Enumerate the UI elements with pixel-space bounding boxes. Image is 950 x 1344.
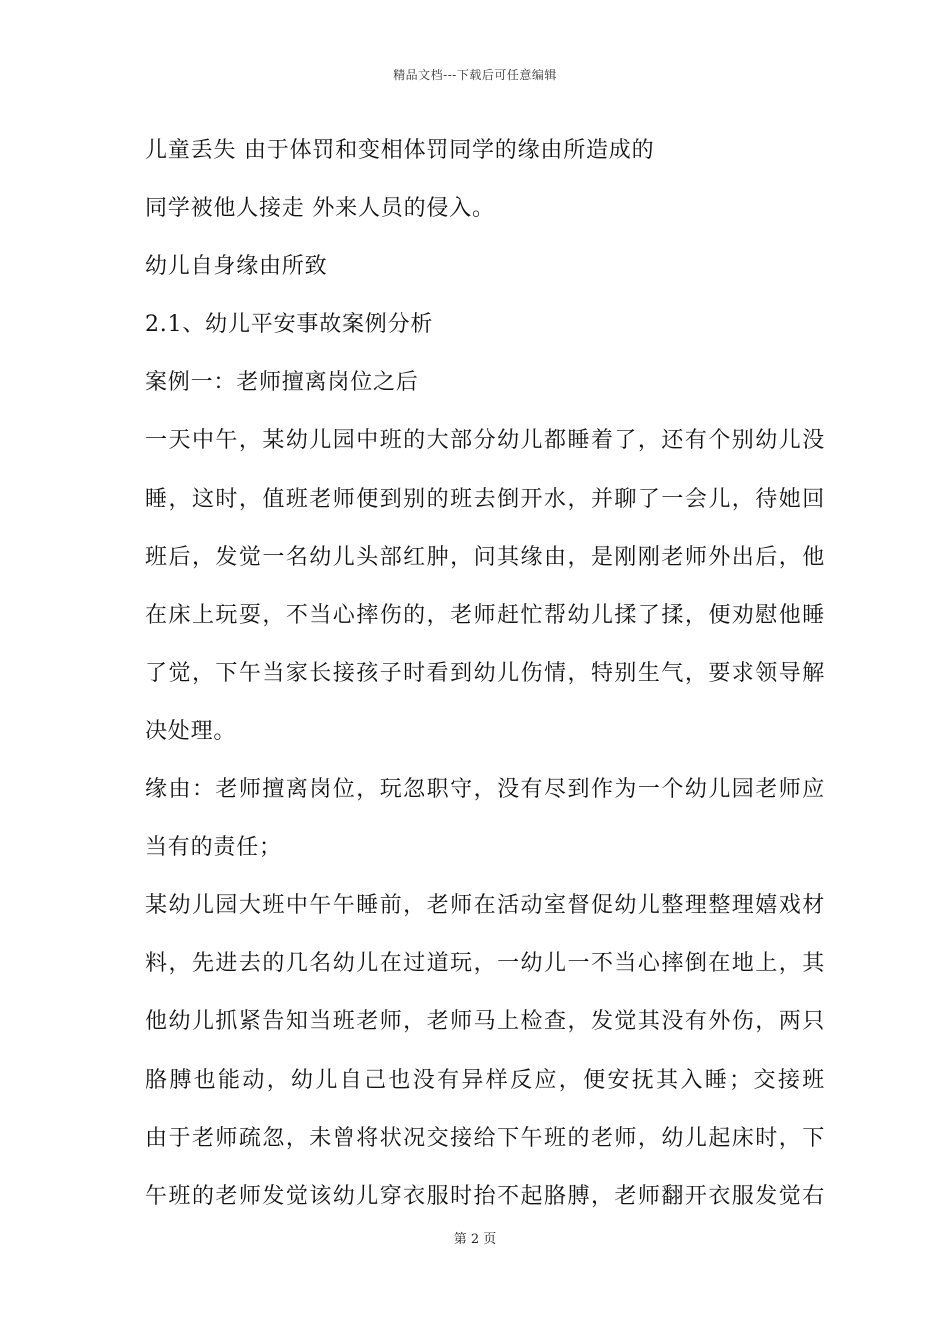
text-line: 班后，发觉一名幼儿头部红肿，问其缘由，是刚刚老师外出后，他 <box>145 544 825 570</box>
text-line: 缘由：老师擅离岗位，玩忽职守，没有尽到作为一个幼儿园老师应 <box>145 777 825 803</box>
page-header: 精品文档---下载后可任意编辑 <box>393 68 557 82</box>
text-line: 一天中午，某幼儿园中班的大部分幼儿都睡着了，还有个别幼儿没 <box>145 428 825 454</box>
text-line: 同学被他人接走 外来人员的侵入。 <box>145 196 495 222</box>
text-line: 料，先进去的几名幼儿在过道玩，一幼儿一不当心摔倒在地上，其 <box>145 951 825 977</box>
text-line: 胳膊也能动，幼儿自己也没有异样反应，便安抚其入睡；交接班 <box>145 1067 825 1093</box>
text-line: 儿童丢失 由于体罚和变相体罚同学的缘由所造成的 <box>145 138 655 163</box>
text-line: 在床上玩耍，不当心摔伤的，老师赶忙帮幼儿揉了揉，便劝慰他睡 <box>145 602 825 628</box>
text-line: 当有的责任； <box>145 835 282 861</box>
case-title: 案例一：老师擅离岗位之后 <box>145 370 419 396</box>
text-line: 由于老师疏忽，未曾将状况交接给下午班的老师，幼儿起床时，下 <box>145 1125 825 1151</box>
text-line: 他幼儿抓紧告知当班老师，老师马上检查，发觉其没有外伤，两只 <box>145 1009 825 1035</box>
text-line: 某幼儿园大班中午午睡前，老师在活动室督促幼儿整理整理嬉戏材 <box>145 893 825 919</box>
text-line: 决处理。 <box>145 718 237 744</box>
section-heading: 2.1、幼儿平安事故案例分析 <box>145 312 434 338</box>
document-body <box>145 122 825 1226</box>
text-line: 睡，这时，值班老师便到别的班去倒开水，并聊了一会儿，待她回 <box>145 486 825 512</box>
page-number: 第 2 页 <box>453 1232 497 1247</box>
text-line: 午班的老师发觉该幼儿穿衣服时抬不起胳膊，老师翻开衣服发觉右 <box>145 1183 825 1209</box>
text-line: 了觉，下午当家长接孩子时看到幼儿伤情，特别生气，要求领导解 <box>145 660 825 686</box>
text-line: 幼儿自身缘由所致 <box>145 254 328 280</box>
